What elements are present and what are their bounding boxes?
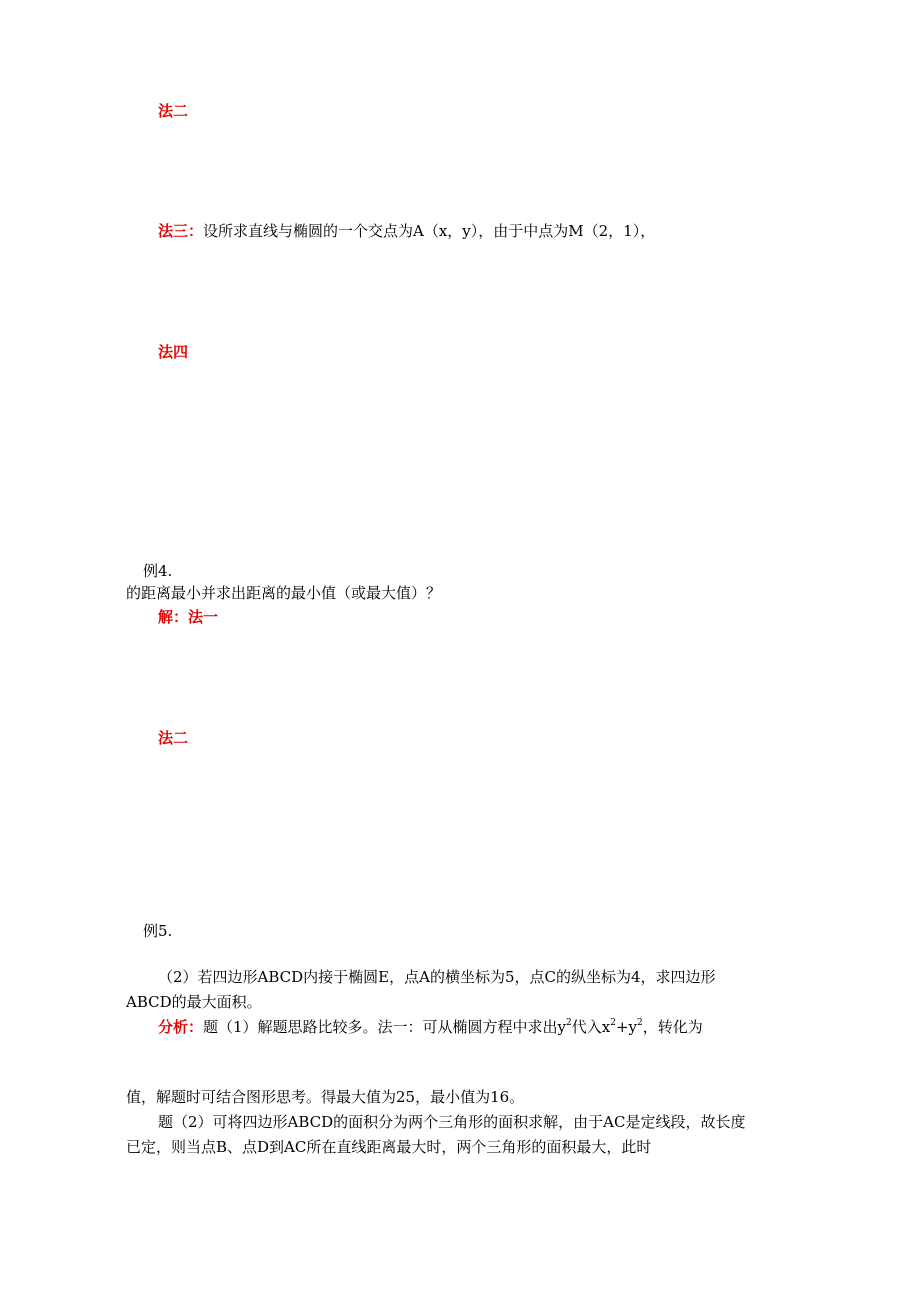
analysis-text-3: +y	[615, 1018, 638, 1036]
analysis-paragraph	[158, 1017, 703, 1037]
example-4-solution-label: 解：法一	[158, 608, 219, 626]
example-4-question-tail: 的距离最小并求出距离的最小值（或最大值）？	[126, 584, 442, 602]
example-5-label: 例5.	[143, 922, 173, 940]
example-4-method-2-heading: 法二	[158, 729, 189, 747]
superscript: 2	[610, 1018, 616, 1028]
extreme-values-line: 值，解题时可结合图形思考。得最大值为25，最小值为16。	[126, 1088, 525, 1106]
analysis-label: 分析：	[158, 1018, 204, 1036]
example-4-label: 例4.	[143, 562, 173, 580]
method-3-text: 设所求直线与椭圆的一个交点为A（x，y），由于中点为M（2，1），	[203, 222, 656, 240]
method-3-paragraph	[158, 221, 655, 241]
analysis-text-1: 题（1）解题思路比较多。法一：可从椭圆方程中求出y	[203, 1018, 567, 1036]
analysis-text-4: ，转化为	[642, 1018, 703, 1036]
superscript: 2	[637, 1018, 643, 1028]
example-5-part-2-line-1: （2）若四边形ABCD内接于椭圆E，点A的横坐标为5，点C的纵坐标为4，求四边形	[158, 968, 716, 986]
method-4-heading: 法四	[158, 343, 189, 361]
example-5-part-2-line-2: ABCD的最大面积。	[126, 993, 262, 1011]
part-2-analysis-line-1: 题（2）可将四边形ABCD的面积分为两个三角形的面积求解，由于AC是定线段，故长度	[158, 1113, 746, 1131]
superscript: 2	[566, 1018, 572, 1028]
method-2-heading: 法二	[158, 102, 189, 120]
method-3-label: 法三：	[158, 222, 204, 240]
analysis-text-2: 代入x	[571, 1018, 611, 1036]
part-2-analysis-line-2: 已定，则当点B、点D到AC所在直线距离最大时，两个三角形的面积最大，此时	[126, 1138, 652, 1156]
